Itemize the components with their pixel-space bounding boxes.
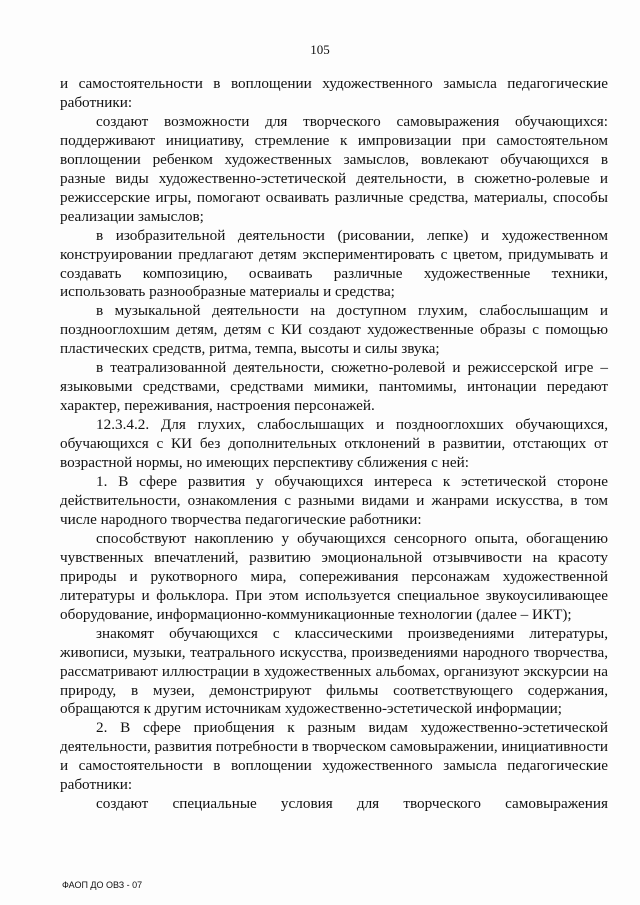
paragraph: 12.3.4.2. Для глухих, слабослышащих и позднооглохших обучающихся, обучающихся с КИ без дополнительных отклонений в развитии, отстающих от возрастной нормы, но имеющих перспективу сближения с ней: [60, 416, 608, 472]
paragraph: в театрализованной деятельности, сюжетно-ролевой и режиссерской игре – языковыми средствами, средствами мимики, пантомимы, интонации передают характер, переживания, настроения персонажей. [60, 359, 608, 415]
paragraph: способствуют накоплению у обучающихся сенсорного опыта, обогащению чувственных впечатлений, развитию эмоциональной отзывчивости на красоту природы и рукотворного мира, сопереживания персонажам художественной литературы и фольклора. При этом используется специальное звукоусиливающее оборудование, информационно-коммуникационные технологии (далее – ИКТ); [60, 529, 608, 623]
page-number: 105 [310, 42, 330, 57]
body-text [60, 75, 608, 814]
paragraph: знакомят обучающихся с классическими произведениями литературы, живописи, музыки, театрального искусства, произведениями народного творчества, рассматривают иллюстрации в художественных альбомах, организуют экскурсии на природу, в музеи, демонстрируют фильмы соответствующего содержания, обращаются к другим источникам художественно-эстетической информации; [60, 624, 608, 718]
paragraph: 2. В сфере приобщения к разным видам художественно-эстетической деятельности, развития потребности в творческом самовыражении, инициативности и самостоятельности в воплощении художественного замысла педагогические работники: [60, 719, 608, 794]
paragraph: и самостоятельности в воплощении художественного замысла педагогические работники: [60, 75, 608, 111]
footer-code: ФАОП ДО ОВЗ - 07 [62, 880, 143, 890]
paragraph: 1. В сфере развития у обучающихся интереса к эстетической стороне действительности, ознакомления с разными видами и жанрами искусства, в том числе народного творчества педагогические работники: [60, 473, 608, 528]
paragraph: создают специальные условия для творческого самовыражения [96, 795, 608, 813]
paragraph: в изобразительной деятельности (рисовании, лепке) и художественном конструировании предлагают детям экспериментировать с цветом, придумывать и создавать композицию, осваивать различные художественные техники, использовать разнообразные материалы и средства; [60, 226, 608, 301]
paragraph: в музыкальной деятельности на доступном глухим, слабослышащим и позднооглохшим детям, детям с КИ создают художественные образы с помощью пластических средств, ритма, темпа, высоты и силы звука; [60, 302, 608, 358]
paragraph: создают возможности для творческого самовыражения обучающихся: поддерживают инициативу, стремление к импровизации при самостоятельном воплощении ребенком художественных замыслов, вовлекают обучающихся в разные виды художественно-эстетической деятельности, в сюжетно-ролевые и режиссерские игры, помогают осваивать различные средства, материалы, способы реализации замыслов; [60, 112, 608, 225]
